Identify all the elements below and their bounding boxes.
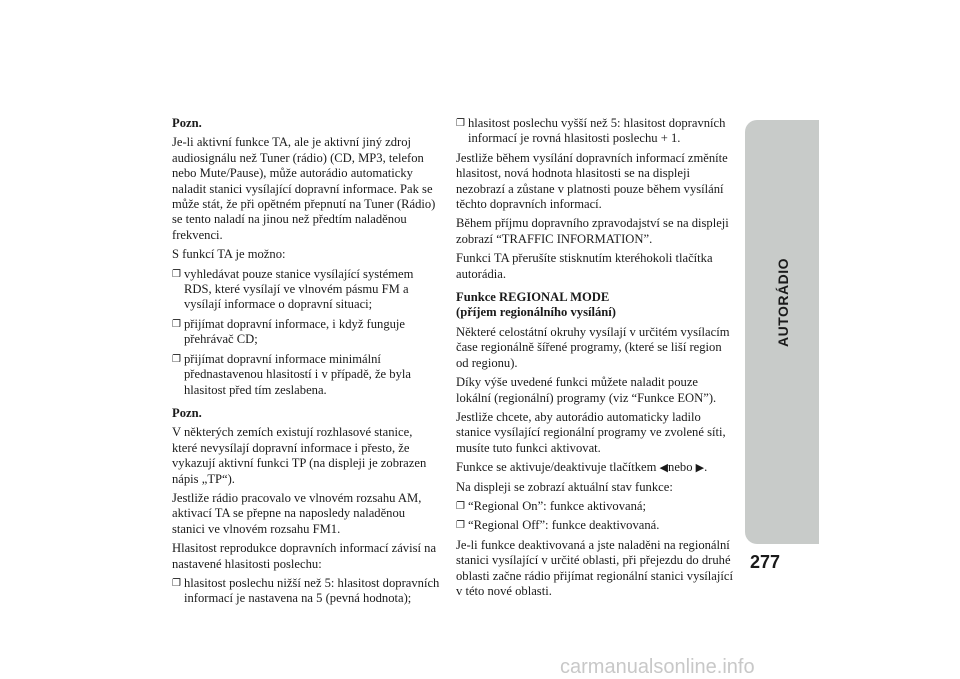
paragraph: Je-li funkce deaktivovaná a jste naladěni na regionální stanici vysílající v určité oblasti, při přejezdu do druhé oblasti začne rádio přijímat regionální stanici vysílající v této nové oblasti. [456,537,733,598]
list-item [172,576,440,607]
list-item [456,116,734,147]
triangle-right-icon: ▶ [695,461,705,475]
paragraph: Některé celostátní okruhy vysílají v určitém vysílacím čase regionálně šířené programy, (které se liší region od regionu). [456,324,730,370]
list-item-text: vyhledávat pouze stanice vysílající systémem RDS, které vysílají ve vlnovém pásmu FM a vysílají informace o dopravní situaci; [184,266,414,312]
right-column [456,116,734,603]
list-item-text: “Regional On”: funkce aktivovaná; [468,498,646,513]
paragraph: Je-li aktivní funkce TA, ale je aktivní jiný zdroj audiosignálu než Tuner (rádio) (CD, MP3, telefon nebo Mute/Pause), může autorádio automaticky naladit stanici vysílající dopravní informace. Pak se může stát, že při opětném přepnutí na Tuner (Rádio) se tento naladí na jinou než předtím naladěnou frekvenci. [172,135,436,242]
checkbox-square-icon: ❐ [456,118,465,129]
list-item [172,317,440,348]
note-heading: Pozn. [172,116,202,130]
list-item-text: “Regional Off”: funkce deaktivovaná. [468,518,660,533]
checkbox-square-icon: ❐ [172,268,181,280]
paragraph [456,460,734,475]
list-item-text: hlasitost poslechu nižší než 5: hlasitost dopravních informací je nastavena na 5 (pevná hodnota); [184,575,440,606]
paragraph: Jestliže rádio pracovalo ve vlnovém rozsahu AM, aktivací TA se přepne na naposledy naladěnou stanici ve vlnovém rozsahu FM1. [172,490,422,536]
list-item [456,499,734,514]
paragraph: Během příjmu dopravního zpravodajství se na displeji zobrazí “TRAFFIC INFORMATION”. [456,216,729,246]
checkbox-square-icon: ❐ [456,500,465,512]
paragraph-text: Funkce se aktivuje/deaktivuje tlačítkem [456,460,657,475]
paragraph-text: . [704,460,708,475]
list-item [172,267,440,313]
paragraph: V některých zemích existují rozhlasové stanice, které nevysílají dopravní informace i přesto, že vykazují aktivní funkci TP (na displeji je zobrazen nápis „TP“). [172,425,427,486]
section-title: Funkce REGIONAL MODE [456,290,610,305]
paragraph: Hlasitost reprodukce dopravních informací závisí na nastavené hlasitosti poslechu: [172,541,437,571]
page-number: 277 [750,552,781,572]
paragraph: Funkci TA přerušíte stisknutím kteréhokoli tlačítka autorádia. [456,251,713,281]
triangle-left-icon: ◀ [659,461,669,475]
list-item-text: hlasitost poslechu vyšší než 5: hlasitost dopravních informací je rovná hlasitosti poslechu + 1. [468,116,726,146]
checkbox-square-icon: ❐ [172,353,181,365]
paragraph: Jestliže chcete, aby autorádio automaticky ladilo stanice vysílající regionální programy ve zvolené síti, musíte tuto funkci aktivovat. [456,409,726,455]
paragraph-text: nebo [668,460,693,475]
list-item [172,352,440,398]
checkbox-square-icon: ❐ [456,520,465,532]
paragraph: S funkcí TA je možno: [172,247,286,262]
paragraph: Díky výše uvedené funkci můžete naladit pouze lokální (regionální) programy (viz “Funkce EON”). [456,375,717,405]
section-subtitle: (příjem regionálního vysílání) [456,305,616,320]
checkbox-square-icon: ❐ [172,577,181,589]
paragraph: Na displeji se zobrazí aktuální stav funkce: [456,479,673,494]
checkbox-square-icon: ❐ [172,318,181,330]
list-item-text: přijímat dopravní informace, i když funguje přehrávač CD; [184,316,406,347]
list-item [456,518,734,533]
paragraph: Jestliže během vysílání dopravních informací změníte hlasitost, nová hodnota hlasitosti se na displeji nezobrazí a zůstane v platnosti pouze během vysílání těchto dopravních informací. [456,150,728,212]
note-heading: Pozn. [172,405,202,420]
list-item-text: přijímat dopravní informace minimální přednastavenou hlasitostí i v případě, že byla hlasitost před tím zeslabena. [184,351,411,397]
chapter-label: AUTORÁDIO [775,257,791,347]
section-heading [456,290,734,321]
left-column [172,116,440,611]
watermark: carmanualsonline.info [560,656,755,678]
